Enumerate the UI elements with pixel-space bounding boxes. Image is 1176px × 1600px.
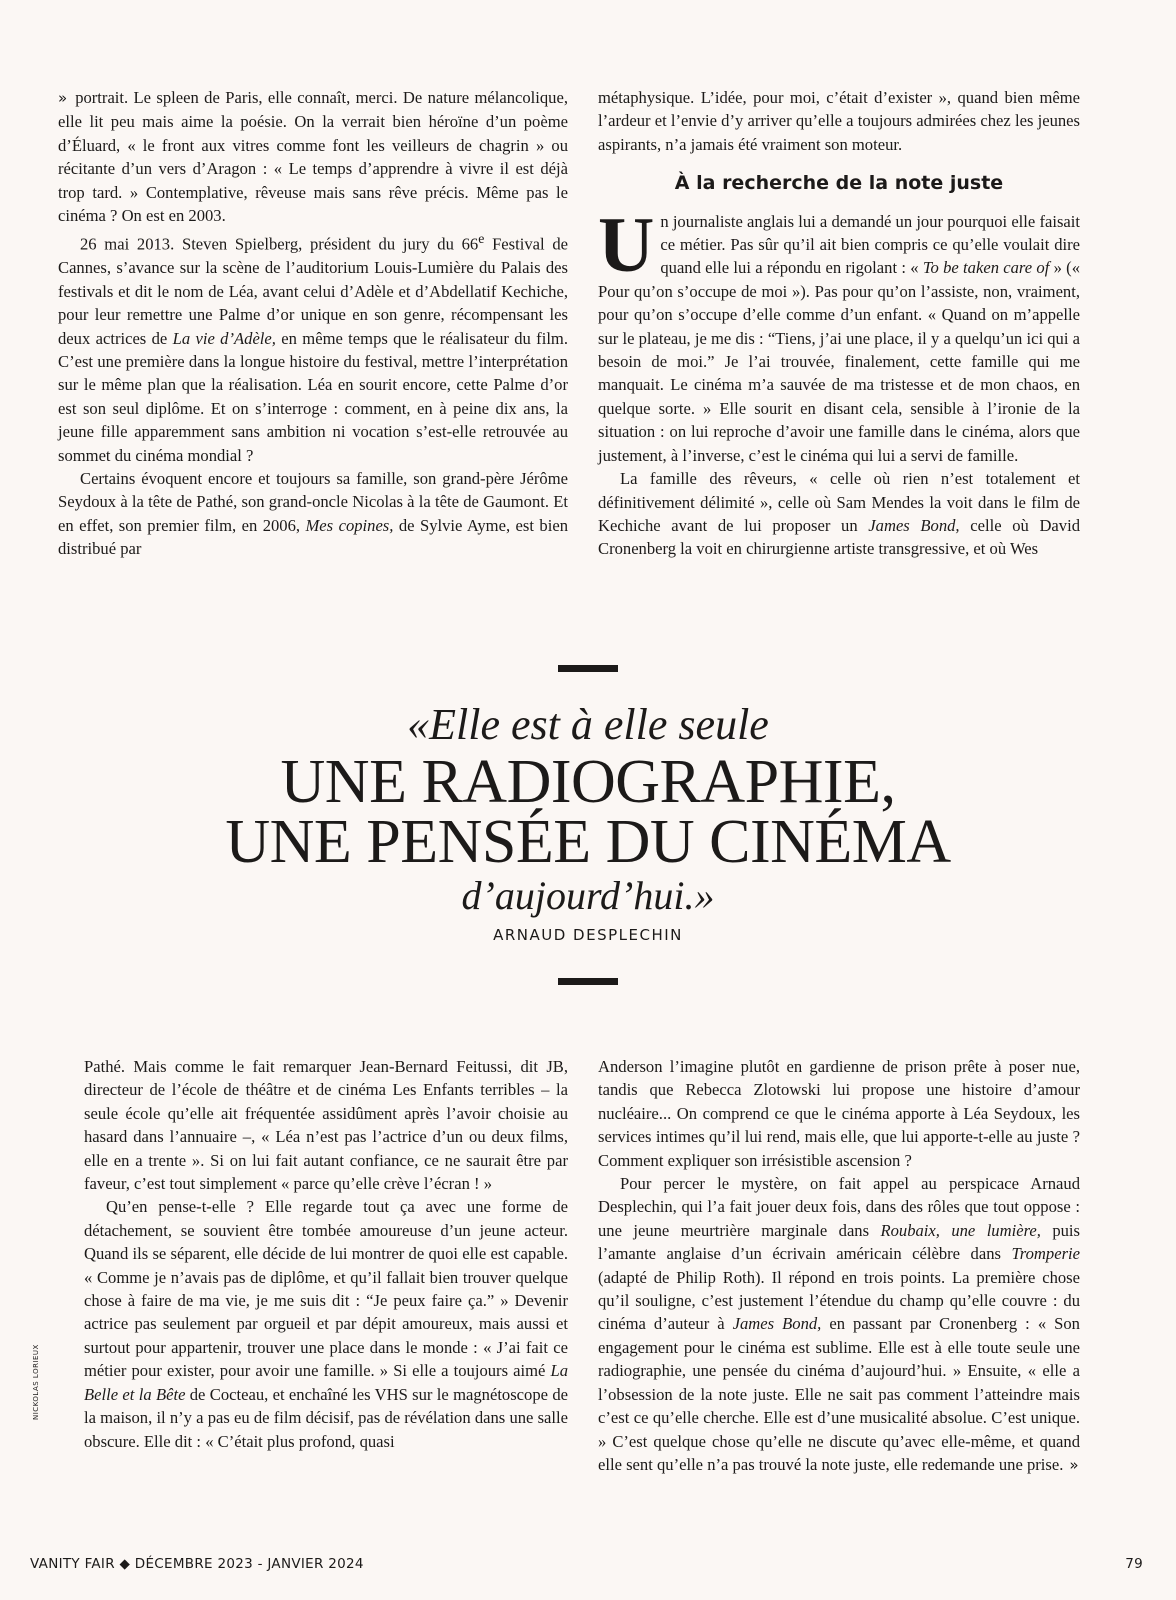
photo-credit: NICKOLAS LORIEUX (32, 1344, 40, 1420)
drop-cap: U (598, 200, 655, 288)
paragraph (58, 86, 568, 227)
paragraph-text: Qu’en pense-t-elle ? Elle regarde tout ça avec une forme de détachement, se souvient être tombée amoureuse d’un jeune acteur. Quand ils se séparent, elle décide de lui montrer de quoi elle est capable. « Comme je n’avais pas de diplôme, et qu’il fallait bien trouver quelque chose à faire de ma vie, je me suis dit : “Je peux faire ça.” » Devenir actrice pas seulement par orgueil et par dépit amoureux, mais aussi et surtout pour appartenir, trouver une place dans le monde : « J’ai fait ce métier pour exister, pour avoir une famille. » Si elle a toujours aimé (84, 1197, 568, 1381)
paragraph-text: La famille des rêveurs, « celle où rien n’est totalement et définitivement délimité », celle où Sam Mendes la voit dans le film de Kechiche avant de lui proposer un (598, 469, 1080, 535)
film-title: James Bond, (868, 515, 960, 535)
paragraph-text: puis l’amante anglaise d’un écrivain américain célèbre dans (598, 1220, 1080, 1264)
paragraph-text: de Sylvie Ayme, est bien distribué par (58, 515, 568, 559)
paragraph (58, 467, 568, 561)
article-column-1 (58, 86, 568, 561)
article-column-2 (598, 86, 1080, 561)
paragraph-text: de Cocteau, et enchaîné les VHS sur le magnétoscope de la maison, il n’y a pas eu de film décisif, pas de révélation dans une salle obscure. Elle dit : « C’était plus profond, quasi (84, 1384, 568, 1451)
film-title: La Belle et la Bête (84, 1361, 568, 1404)
continued-arrow-icon: » (58, 89, 68, 107)
paragraph-text: 26 mai 2013. Steven Spielberg, président du jury du 66 (80, 234, 479, 254)
article-column-3 (84, 1055, 568, 1453)
paragraph-text: en passant par Cronenberg : « Son engagement pour le cinéma est sublime. Elle est à elle toute seule une radiographie, une pensée du cinéma d’aujourd’hui. » Ensuite, « elle a l’obsession de la note juste. Elle ne sait pas comment l’atteindre mais c’est ce qu’elle cherche. Elle est d’une musicalité absolue. C’est unique. » C’est quelque chose qu’elle ne discute qu’avec elle-même, et quand elle sent qu’elle n’a pas trouvé la note juste, elle redemande une prise. (598, 1314, 1080, 1474)
pull-quote-line: «Elle est à elle seule (407, 700, 769, 749)
pull-quote-line: d’aujourd’hui.» (461, 873, 715, 918)
paragraph (598, 200, 1081, 467)
paragraph-text: celle où David Cronenberg la voit en chirurgienne artiste transgressive, et où Wes (598, 515, 1080, 559)
paragraph: Anderson l’imagine plutôt en gardienne de prison prête à poser nue, tandis que Rebecca Zlotowski lui propose une histoire d’amour nucléaire... On comprend ce que le cinéma apporte à Léa Seydoux, les services intimes qu’il lui rend, mais elle, que lui apporte-t-elle au juste ? Comment expliquer son irrésistible ascension ? (598, 1057, 1080, 1170)
paragraph: métaphysique. L’idée, pour moi, c’était d’exister », quand bien même l’ardeur et l’envie d’y arriver qu’elle a toujours admirées chez les jeunes aspirants, n’a jamais été vraiment son moteur. (598, 88, 1080, 154)
paragraph-text: » (« Pour qu’on s’occupe de moi »). Pas pour qu’on l’assiste, non, vraiment, pour qu’on s’occupe d’elle comme d’un enfant. « Quand on m’appelle sur le plateau, je me dis : “Tiens, j’ai une place, il y a quelqu’un ici qui a besoin de moi.” Je l’ai trouvée, finalement, cette famille qui me manquait. Le cinéma m’a sauvée de ma tristesse et de mon chaos, en quelque sorte. » Elle sourit en disant cela, sensible à l’ironie de la situation : on lui reproche d’avoir une famille dans le cinéma, alors que justement, à l’inverse, c’est le cinéma qui lui a servi de famille. (598, 258, 1081, 465)
pull-quote (0, 665, 1176, 985)
film-title: La vie d’Adèle, (172, 328, 276, 348)
divider (558, 665, 618, 672)
film-title: Mes copines, (305, 515, 394, 535)
paragraph-text: (adapté de Philip Roth). Il répond en trois points. La première chose qu’il souligne, c’est justement l’étendue du champ qu’elle couvre : du cinéma d’auteur à (598, 1267, 1080, 1334)
paragraph-text: Pour percer le mystère, on fait appel au perspicace Arnaud Desplechin, qui l’a fait jouer deux fois, dans des rôles que tout oppose : une jeune meurtrière marginale dans (598, 1174, 1080, 1240)
film-title: James Bond, (732, 1314, 822, 1334)
paragraph (598, 467, 1080, 561)
continued-arrow-icon: » (1069, 1455, 1079, 1474)
paragraph (58, 227, 568, 467)
paragraph-text: Festival de Cannes, s’avance sur la scène de l’auditorium Louis-Lumière du Palais des festivals et dit le nom de Léa, avant celui d’Adèle et d’Abdellatif Kechiche, pour leur remettre une Palme d’or unique en son genre, récompensant les deux actrices de (58, 234, 568, 348)
pull-quote-author: ARNAUD DESPLECHIN (493, 926, 683, 944)
pull-quote-line: UNE PENSÉE DU CINÉMA (225, 808, 951, 876)
paragraph-text: Certains évoquent encore et toujours sa famille, son grand-père Jérôme Seydoux à la tête de Pathé, son grand-oncle Nicolas à la tête de Gaumont. Et en effet, son premier film, en 2006, (58, 469, 568, 535)
section-subheading: À la recherche de la note juste (674, 172, 1004, 195)
pull-quote-line: UNE RADIOGRAPHIE, (280, 748, 896, 816)
page-number: 79 (1125, 1556, 1143, 1572)
footer-publication: VANITY FAIR ◆ DÉCEMBRE 2023 - JANVIER 2024 (30, 1556, 364, 1572)
paragraph: Pathé. Mais comme le fait remarquer Jean-Bernard Feitussi, dit JB, directeur de l’école de théâtre et de cinéma Les Enfants terribles – la seule école qu’elle ait fréquentée assidûment après l’avoir choisie au hasard dans l’annuaire –, « Léa n’est pas l’actrice d’un ou deux films, elle en a trente ». Si on lui fait autant confiance, ce ne saurait être par faveur, c’est tout simplement « parce qu’elle crève l’écran ! » (84, 1057, 568, 1194)
superscript: e (478, 231, 485, 247)
paragraph (598, 1172, 1080, 1477)
divider (558, 978, 618, 985)
article-column-4 (598, 1055, 1080, 1477)
quote-italic: To be taken care of (922, 258, 1050, 278)
film-title: Roubaix, une lumière, (880, 1220, 1041, 1240)
paragraph-text: n journaliste anglais lui a demandé un jour pourquoi elle faisait ce métier. Pas sûr qu’il ait bien compris ce qu’elle voulait dire quand elle lui a répondu en rigolant : « (660, 211, 1080, 278)
film-title: Tromperie (1011, 1244, 1080, 1264)
paragraph-text: portrait. Le spleen de Paris, elle connaît, merci. De nature mélancolique, elle lit peu mais aime la poésie. On la verrait bien héroïne d’un poème d’Éluard, « le front aux vitres comme font les veilleurs de chagrin » ou récitante d’un vers d’Aragon : « Le temps d’apprendre à vivre il est déjà trop tard. » Contemplative, rêveuse mais sans rêve précis. Même pas le cinéma ? On est en 2003. (58, 88, 568, 226)
paragraph (84, 1195, 568, 1452)
paragraph-text: en même temps que le réalisateur du film. C’est une première dans la longue histoire du festival, mettre l’interprétation sur le même plan que la réalisation. Léa en sourit encore, cette Palme d’or est son seul diplôme. Et on s’interroge : comment, en à peine dix ans, la jeune fille apparemment sans ambition ni vocation s’est-elle retrouvée au sommet du cinéma mondial ? (58, 328, 568, 465)
